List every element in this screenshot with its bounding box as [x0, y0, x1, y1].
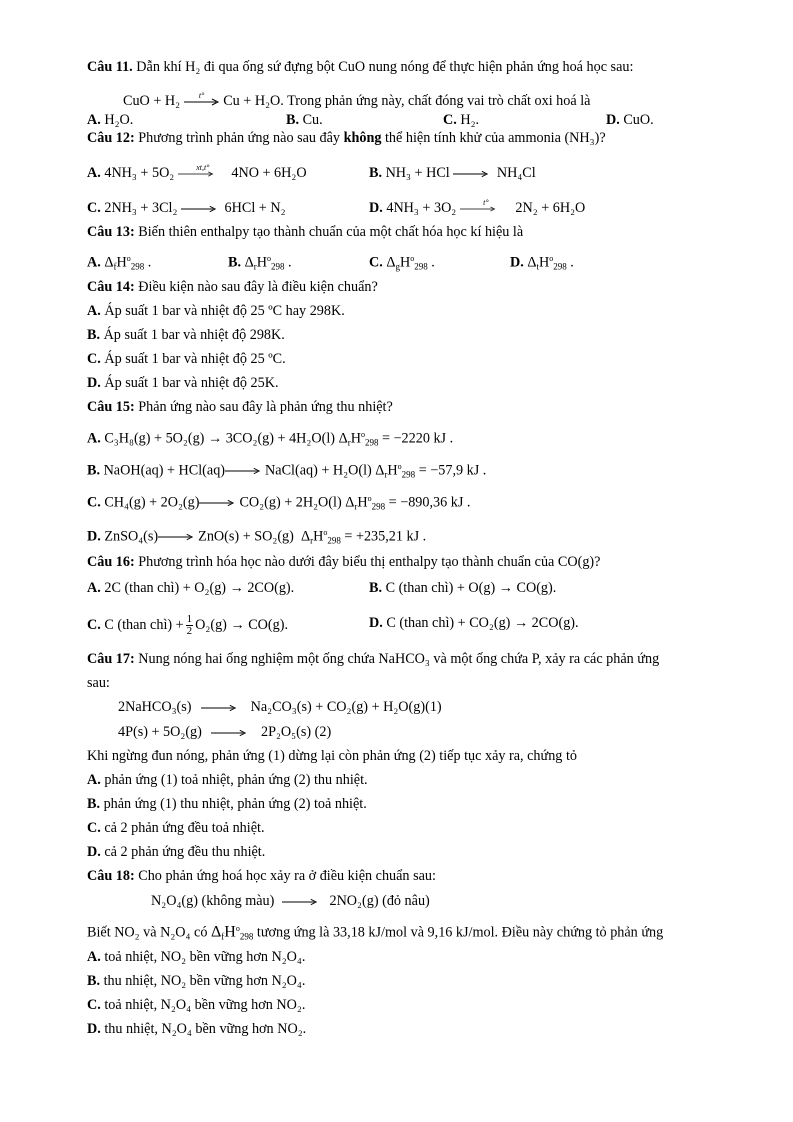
q16-stem	[87, 553, 600, 571]
h-sup: o	[360, 430, 365, 439]
q11-eq-right: Cu + H₂O. Trong phản ứng này, chất đóng vai trò chất oxi hoá là	[223, 93, 591, 109]
option-key: D.	[369, 615, 383, 631]
q15-stem	[87, 398, 393, 416]
delta-sub: r	[384, 469, 388, 480]
eq-right: Na₂CO₃(s) + CO₂(g) + H₂O(g)(1)	[250, 699, 442, 715]
reaction-arrow-icon	[225, 465, 265, 477]
q18-text-2a: Biết NO₂ và N₂O₄ có	[87, 924, 208, 941]
delta-sub: r	[354, 501, 358, 512]
q13-stem	[87, 223, 523, 241]
arrow-label: t°	[483, 197, 489, 207]
fraction-denominator: 2	[186, 625, 193, 637]
option-text: C (than chì) + O(g) → CO(g).	[385, 580, 557, 596]
eq-left: 2NaHCO₃(s)	[118, 699, 192, 715]
q15-text: Phản ứng nào sau đây là phản ứng thu nhiệt?	[138, 399, 393, 415]
h-symbol: H	[116, 254, 127, 271]
delta-symbol: Δ	[375, 462, 385, 479]
option-key: A.	[87, 254, 101, 271]
option-right: 4NO + 6H₂O	[231, 165, 307, 181]
delta-symbol: Δ	[244, 254, 254, 271]
fraction	[186, 614, 194, 637]
reaction-arrow-icon	[199, 497, 239, 509]
option-text: Áp suất 1 bar và nhiệt độ 25 ºC.	[104, 351, 286, 367]
h-sup: o	[323, 528, 328, 537]
option-key: C.	[87, 494, 101, 511]
q17-equation-2	[118, 723, 331, 741]
delta-sub: t	[536, 261, 539, 272]
q11-option-c[interactable]	[443, 111, 479, 129]
option-key: A.	[87, 949, 101, 965]
option-left: 4NH₃ + 3O₂	[386, 200, 457, 216]
option-text: toả nhiệt, NO₂ bền vững hơn N₂O₄.	[104, 949, 306, 965]
q17-option-d[interactable]	[87, 843, 265, 861]
q12-head: Câu 12:	[87, 130, 135, 146]
option-key: B.	[87, 973, 101, 989]
q18-equation	[151, 892, 430, 910]
option-text: thu nhiệt, NO₂ bền vững hơn N₂O₄.	[103, 973, 306, 989]
option-text: thu nhiệt, N₂O₄ bền vững hơn NO₂.	[104, 1021, 307, 1037]
option-key: B.	[87, 796, 101, 812]
eq-right: 2NO₂(g) (đỏ nâu)	[329, 893, 430, 909]
q13-text: Biến thiên enthalpy tạo thành chuẩn của một chất hóa học kí hiệu là	[138, 224, 524, 240]
option-key: C.	[87, 997, 101, 1013]
q16-option-b[interactable]	[369, 579, 556, 597]
option-text: Cu.	[302, 112, 323, 128]
option-text: cả 2 phản ứng đều toả nhiệt.	[104, 820, 265, 836]
option-text: phản ứng (1) thu nhiệt, phản ứng (2) toả nhiệt.	[103, 796, 367, 812]
option-text: phản ứng (1) toả nhiệt, phản ứng (2) thu nhiệt.	[104, 772, 368, 788]
reaction-arrow-icon	[181, 203, 221, 215]
reaction-arrow-icon	[211, 727, 251, 739]
option-left: NH₃ + HCl	[385, 165, 450, 181]
q18-option-b[interactable]	[87, 972, 305, 990]
q14-option-b[interactable]	[87, 326, 285, 344]
reaction-arrow-icon	[158, 531, 198, 543]
option-key: A.	[87, 430, 101, 447]
q16-head: Câu 16:	[87, 554, 135, 570]
h-symbol: H	[387, 462, 398, 479]
q15-option-d[interactable]	[87, 524, 426, 550]
q17-text-1: Nung nóng hai ống nghiệm một ống chứa NaHCO₃ và một ống chứa P, xảy ra các phản ứng	[138, 651, 660, 667]
option-text: toả nhiệt, N₂O₄ bền vững hơn NO₂.	[104, 997, 306, 1013]
h-sup: o	[126, 254, 131, 263]
option-left: NaOH(aq) + HCl(aq)	[103, 462, 226, 479]
q17-option-a[interactable]	[87, 771, 368, 789]
q17-stem-1	[87, 650, 659, 668]
q12-option-a[interactable]	[87, 164, 307, 182]
h-sub: 298	[364, 437, 379, 448]
option-key: D.	[369, 200, 383, 216]
h-sub: 298	[270, 261, 285, 272]
h-symbol: H	[256, 254, 267, 271]
q14-text: Điều kiện nào sau đây là điều kiện chuẩn?	[138, 279, 378, 295]
q11-text: Dẫn khí H₂ đi qua ống sứ đựng bột CuO nung nóng để thực hiện phản ứng hoá học sau:	[136, 59, 634, 75]
q17-head: Câu 17:	[87, 651, 135, 667]
reaction-arrow-icon	[184, 90, 220, 108]
arrow-label: t°	[198, 90, 205, 100]
q15-option-b[interactable]	[87, 458, 486, 484]
eq-right: 2P₂O₅(s) (2)	[260, 724, 332, 740]
delta-sub: r	[253, 261, 257, 272]
option-key: C.	[87, 200, 101, 216]
option-text: C (than chì) + CO₂(g) → 2CO(g).	[386, 615, 579, 631]
delta-symbol: Δ	[338, 430, 348, 447]
h-sup: o	[410, 254, 415, 263]
q15-option-a[interactable]	[87, 426, 453, 452]
reaction-arrow-icon	[178, 162, 228, 180]
q13-head: Câu 13:	[87, 224, 135, 240]
option-right: 2N₂ + 6H₂O	[515, 200, 586, 216]
option-key: C.	[87, 820, 101, 836]
q14-option-a[interactable]	[87, 302, 345, 320]
h-sup: o	[549, 254, 554, 263]
q11-option-a[interactable]	[87, 111, 133, 129]
q12-text-a: Phương trình phản ứng nào sau đây	[138, 130, 341, 146]
option-text: H₂O.	[104, 112, 134, 128]
q11-stem	[87, 58, 633, 76]
delta-symbol: Δ	[104, 254, 114, 271]
h-sup: o	[397, 462, 402, 471]
h-symbol: H	[313, 528, 324, 545]
q18-option-c[interactable]	[87, 996, 305, 1014]
q16-option-d[interactable]	[369, 614, 579, 632]
option-text: CuO.	[623, 112, 654, 128]
option-key: D.	[510, 254, 524, 271]
option-text-b: O₂(g) → CO(g).	[195, 616, 288, 633]
option-key: A.	[87, 772, 101, 788]
option-key: C.	[443, 112, 457, 128]
h-sup: o	[266, 254, 271, 263]
q13-option-c[interactable]: C. $\Delta_gH^o_{298}$ .	[369, 254, 435, 272]
option-right: NH₄Cl	[496, 165, 536, 181]
option-key: D.	[606, 112, 620, 128]
option-key: B.	[369, 165, 383, 181]
q11-head: Câu 11.	[87, 59, 133, 75]
h-sub: 298	[414, 261, 428, 272]
option-right: NaCl(aq) + H₂O(l)	[265, 462, 372, 479]
option-key: D.	[87, 844, 101, 860]
option-key: B.	[228, 254, 242, 271]
eq-left: N₂O₄(g) (không màu)	[151, 893, 275, 909]
delta-symbol: Δ	[300, 528, 311, 545]
h-sup: o	[235, 924, 240, 933]
option-text-a: C (than chì) +	[104, 616, 184, 633]
reaction-arrow-icon	[201, 702, 241, 714]
option-key: B.	[286, 112, 300, 128]
h-sub: 298	[553, 261, 567, 272]
h-symbol: H	[350, 430, 361, 447]
delta-symbol: Δ	[527, 254, 537, 271]
fraction-numerator: 1	[186, 613, 193, 625]
option-left: 4NH₃ + 5O₂	[104, 165, 175, 181]
option-left: 2NH₃ + 3Cl₂	[104, 200, 178, 216]
option-text: H₂.	[460, 112, 480, 128]
q11-option-b[interactable]	[286, 111, 323, 129]
option-key: D.	[87, 1021, 101, 1037]
q16-option-a[interactable]	[87, 579, 294, 597]
option-right: CO₂(g) + 2H₂O(l)	[239, 494, 342, 511]
delta-symbol: Δ	[210, 923, 222, 941]
q14-head: Câu 14:	[87, 279, 135, 295]
q12-text-bold: không	[343, 130, 382, 146]
option-text: Áp suất 1 bar và nhiệt độ 25K.	[104, 375, 279, 391]
option-key: A.	[87, 580, 101, 596]
q17-option-b[interactable]	[87, 795, 367, 813]
option-text: cả 2 phản ứng đều thu nhiệt.	[104, 844, 266, 860]
option-text: Áp suất 1 bar và nhiệt độ 298K.	[103, 327, 285, 343]
option-key: C.	[87, 351, 101, 367]
delta-sub: f	[113, 261, 117, 272]
option-key: A.	[87, 165, 101, 181]
arrow-label: xt,t°	[196, 162, 210, 172]
option-left: CH₄(g) + 2O₂(g)	[104, 494, 200, 511]
delta-sub: r	[347, 437, 351, 448]
h-symbol: H	[399, 254, 411, 271]
option-left: ZnSO₄(s)	[104, 528, 159, 545]
reaction-arrow-icon	[453, 168, 493, 180]
q14-stem	[87, 278, 378, 296]
q12-option-c[interactable]	[87, 199, 286, 217]
option-key: C.	[369, 254, 383, 271]
delta-symbol: Δ	[386, 254, 396, 271]
enthalpy-value: = −890,36 kJ .	[388, 494, 471, 511]
h-symbol: H	[224, 923, 236, 941]
q13-option-b[interactable]: B. $\Delta_rH^o_{298}$ .	[228, 254, 292, 272]
h-symbol: H	[538, 254, 550, 271]
option-key: A.	[87, 112, 101, 128]
q18-option-a[interactable]	[87, 948, 305, 966]
option-right: 6HCl + N₂	[224, 200, 286, 216]
option-equation: C₃H₈(g) + 5O₂(g) → 3CO₂(g) + 4H₂O(l)	[104, 430, 336, 447]
q18-text: Cho phản ứng hoá học xảy ra ở điều kiện chuẩn sau:	[138, 868, 436, 884]
q18-text-2b: tương ứng là 33,18 kJ/mol và 9,16 kJ/mol. Điều này chứng tỏ phản ứng	[256, 924, 664, 941]
q12-option-b[interactable]	[369, 164, 536, 182]
enthalpy-value: = −57,9 kJ .	[418, 462, 487, 479]
option-key: B.	[87, 462, 101, 479]
eq-left: 4P(s) + 5O₂(g)	[118, 724, 202, 740]
reaction-arrow-icon	[460, 197, 512, 215]
q14-option-d[interactable]	[87, 374, 279, 392]
q15-option-c[interactable]	[87, 490, 470, 516]
q11-option-d[interactable]	[606, 111, 654, 129]
q18-stem	[87, 867, 436, 885]
option-right: ZnO(s) + SO₂(g)	[198, 528, 294, 545]
option-key: C.	[87, 616, 101, 633]
q17-stem-2: sau:	[87, 675, 110, 691]
q17-equation-1	[118, 698, 442, 716]
h-sup: o	[367, 494, 372, 503]
enthalpy-value: = −2220 kJ .	[381, 430, 454, 447]
q18-head: Câu 18:	[87, 868, 135, 884]
q12-text-b: thể hiện tính khử của ammonia (NH₃)?	[384, 130, 606, 146]
enthalpy-value: = +235,21 kJ .	[344, 528, 427, 545]
q18-stem-2: Biết NO₂ và N₂O₄ có $\Delta_fH^o_{298}$ tương ứng là 33,18 kJ/mol và 9,16 kJ/mol. Điều này chứng tỏ phản ứng	[87, 923, 664, 942]
option-key: B.	[87, 327, 101, 343]
q18-option-d[interactable]	[87, 1020, 306, 1038]
option-text: Áp suất 1 bar và nhiệt độ 25 ºC hay 298K.	[104, 303, 345, 319]
q17-stem-3: Khi ngừng đun nóng, phản ứng (1) dừng lại còn phản ứng (2) tiếp tục xảy ra, chứng tỏ	[87, 748, 577, 764]
h-sub: 298	[130, 261, 145, 272]
delta-symbol: Δ	[345, 494, 355, 511]
q16-text: Phương trình hóa học nào dưới đây biểu thị enthalpy tạo thành chuẩn của CO(g)?	[138, 554, 601, 570]
q11-eq-left: CuO + H₂	[123, 93, 181, 109]
q11-equation	[123, 92, 590, 110]
h-sub: 298	[327, 535, 341, 546]
h-sub: 298	[401, 469, 416, 480]
q15-head: Câu 15:	[87, 399, 135, 415]
q17-option-c[interactable]	[87, 819, 265, 837]
delta-sub: r	[310, 535, 314, 546]
option-text: 2C (than chì) + O₂(g) → 2CO(g).	[104, 580, 295, 596]
option-key: B.	[369, 580, 383, 596]
h-sub: 298	[239, 931, 254, 942]
reaction-arrow-icon	[282, 896, 322, 908]
q13-option-d[interactable]: D. $\Delta_tH^o_{298}$ .	[510, 254, 574, 272]
q16-option-c[interactable]	[87, 614, 288, 637]
option-key: D.	[87, 528, 101, 545]
option-key: A.	[87, 303, 101, 319]
q13-option-a[interactable]: A. $\Delta_fH^o_{298}$ .	[87, 254, 152, 272]
q14-option-c[interactable]	[87, 350, 286, 368]
q12-stem	[87, 129, 606, 147]
delta-sub: g	[395, 261, 400, 272]
h-sub: 298	[371, 501, 386, 512]
q12-option-d[interactable]	[369, 199, 585, 217]
h-symbol: H	[357, 494, 368, 511]
option-key: D.	[87, 375, 101, 391]
